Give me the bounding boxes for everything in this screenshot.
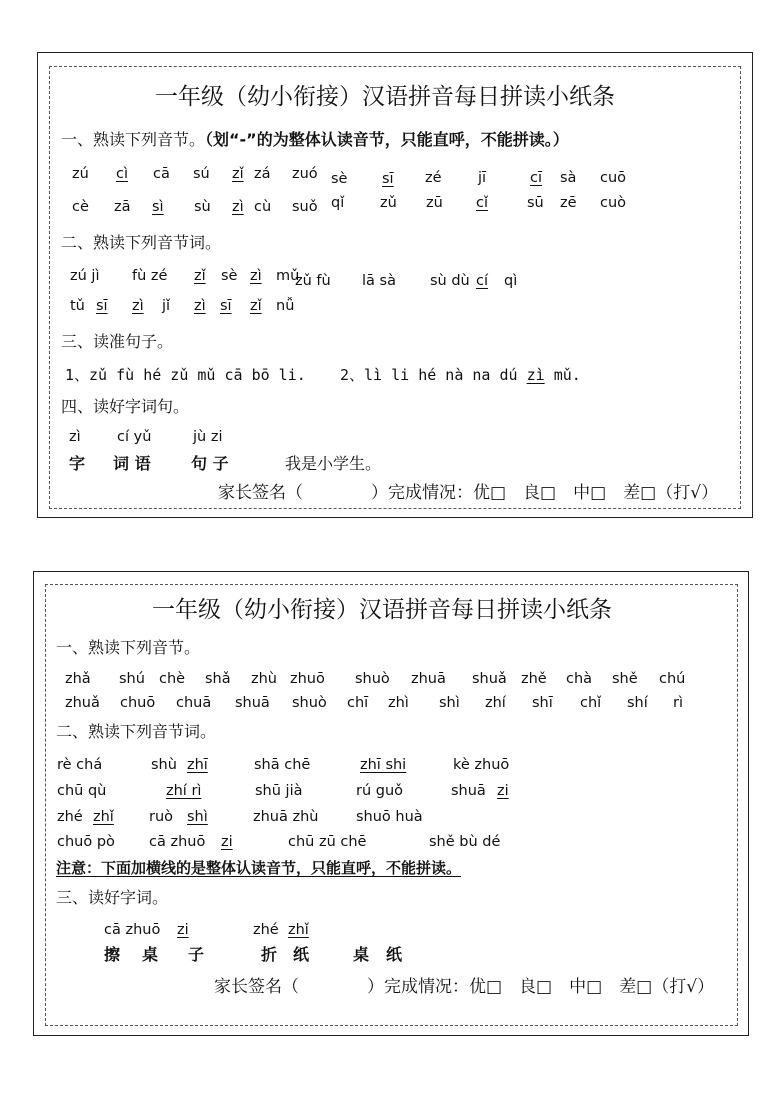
sheet2-note: 注意：下面加横线的是整体认读音节，只能直呼，不能拼读。 [56, 859, 462, 877]
sheet1-section2-heading: 二、熟读下列音节词。 [61, 233, 222, 252]
sheet2-signature-line: 家长签名（ ）完成情况：优□ 良□ 中□ 差□（打√） [214, 977, 715, 997]
sheet1-sentences [65, 366, 581, 384]
sheet1-sentence-2: 2、lì li hé nà na dú zì mǔ. [340, 366, 581, 384]
sheet1-section1-note: （划“-”的为整体认读音节，只能直呼，不能拼读。） [205, 130, 569, 149]
sheet1-section1-heading: 一、熟读下列音节。（划“-”的为整体认读音节，只能直呼，不能拼读。） [61, 130, 569, 149]
sheet1-section4-heading: 四、读好字词句。 [61, 397, 190, 416]
sheet2-section1-heading: 一、熟读下列音节。 [56, 638, 201, 657]
sheet2-section3-heading: 三、读好字词。 [56, 888, 169, 907]
sheet1-section3-heading: 三、读准句子。 [61, 332, 174, 351]
sheet2-section2-heading: 二、熟读下列音节词。 [56, 722, 217, 741]
worksheet-card-1: 一年级（幼小衔接）汉语拼音每日拼读小纸条 一、熟读下列音节。（划“-”的为整体认读音节，只能直呼，不能拼读。） zú cì cā sú zǐ zá zuó sè sī zé jī cī sà cuō cè zā sì sù zì cù suǒ qǐ zǔ zū cǐ sū zē cuò 二、熟读下列音节词。 zú jì fù zé zǐ sè zì mǔ zǔ fù lā sà sù dù cí qì tǔ sī zì jǐ zì sī zǐ nǚ 三、读准句子。 1、zǔ fù hé zǔ mǔ cā bō li. 2、lì li hé nà na dú zì mǔ. 四、读好字词句。 zì cí yǔ jù zi 字 词 语 句 子 我是小学生。 家长签名（ ）完成情况：优□ 良□ 中□ 差□（打√） [37, 52, 753, 518]
sheet1-sentence-1: 1、zǔ fù hé zǔ mǔ cā bō li. [65, 366, 306, 384]
worksheet-card-2: 一年级（幼小衔接）汉语拼音每日拼读小纸条 一、熟读下列音节。 zhǎ shú chè shǎ zhù zhuō shuò zhuā shuǎ zhě chà shě chú zhuǎ chuō chuā shuā shuò chī zhì shì zhí shī chǐ shí rì 二、熟读下列音节词。 rè chá shù zhī shā chē zhī shi kè zhuō chū qù zhí rì shū jià rú guǒ shuā zi zhé zhǐ ruò shì zhuā zhù shuō huà chuō pò cā zhuō zi chū zū chē shě bù dé 注意：下面加横线的是整体认读音节，只能直呼，不能拼读。 三、读好字词。 cā zhuō zi zhé zhǐ 擦 桌 子 折 纸 桌 纸 家长签名（ ）完成情况：优□ 良□ 中□ 差□（打√） [33, 571, 749, 1036]
sheet1-title: 一年级（幼小衔接）汉语拼音每日拼读小纸条 [155, 84, 615, 110]
sheet2-title: 一年级（幼小衔接）汉语拼音每日拼读小纸条 [152, 597, 612, 623]
sheet1-signature-line: 家长签名（ ）完成情况：优□ 良□ 中□ 差□（打√） [218, 483, 719, 503]
